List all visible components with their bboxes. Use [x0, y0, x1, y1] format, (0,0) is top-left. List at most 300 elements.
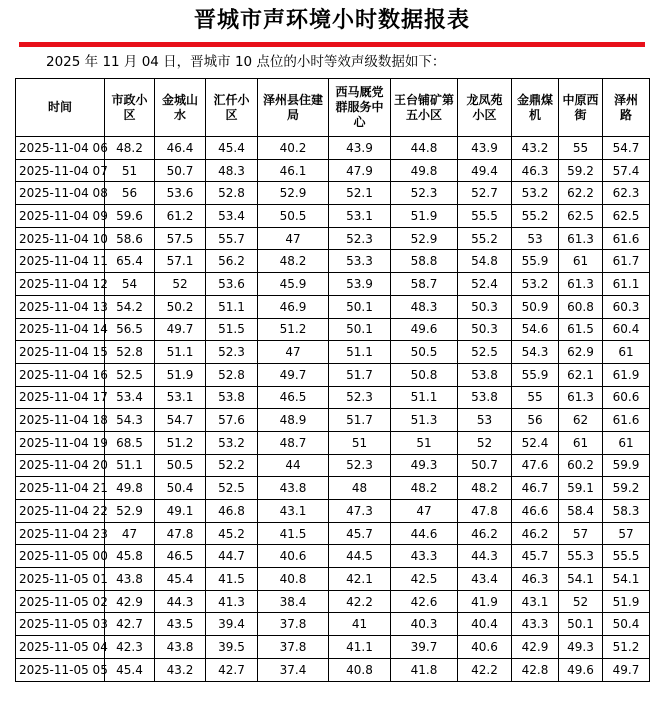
column-header: 王台铺矿第 五小区	[391, 79, 458, 137]
value-cell: 54.7	[603, 137, 650, 160]
value-cell: 50.3	[458, 295, 512, 318]
value-cell: 57	[603, 522, 650, 545]
value-cell: 55.9	[512, 250, 559, 273]
value-cell: 42.9	[105, 590, 155, 613]
value-cell: 49.8	[105, 477, 155, 500]
value-cell: 61.5	[559, 318, 603, 341]
time-cell: 2025-11-04 17	[16, 386, 105, 409]
value-cell: 50.5	[391, 341, 458, 364]
value-cell: 46.1	[258, 159, 329, 182]
value-cell: 53.9	[329, 273, 391, 296]
value-cell: 48	[329, 477, 391, 500]
time-cell: 2025-11-04 21	[16, 477, 105, 500]
value-cell: 43.2	[155, 658, 206, 681]
value-cell: 62	[559, 409, 603, 432]
value-cell: 43.4	[458, 568, 512, 591]
value-cell: 44.3	[155, 590, 206, 613]
value-cell: 59.2	[559, 159, 603, 182]
value-cell: 56.5	[105, 318, 155, 341]
table-row	[16, 636, 650, 659]
value-cell: 50.3	[458, 318, 512, 341]
value-cell: 53.2	[512, 182, 559, 205]
value-cell: 47.3	[329, 500, 391, 523]
value-cell: 59.6	[105, 205, 155, 228]
value-cell: 56.2	[206, 250, 258, 273]
value-cell: 38.4	[258, 590, 329, 613]
value-cell: 42.2	[458, 658, 512, 681]
table-row	[16, 182, 650, 205]
value-cell: 50.4	[603, 613, 650, 636]
value-cell: 51.9	[603, 590, 650, 613]
time-cell: 2025-11-04 06	[16, 137, 105, 160]
value-cell: 58.7	[391, 273, 458, 296]
value-cell: 55.2	[458, 227, 512, 250]
value-cell: 46.3	[512, 568, 559, 591]
value-cell: 54.7	[155, 409, 206, 432]
table-row	[16, 363, 650, 386]
column-header: 泽州县住建 局	[258, 79, 329, 137]
value-cell: 61.2	[155, 205, 206, 228]
value-cell: 43.8	[155, 636, 206, 659]
value-cell: 45.7	[512, 545, 559, 568]
table-row	[16, 500, 650, 523]
value-cell: 39.5	[206, 636, 258, 659]
value-cell: 52.3	[329, 386, 391, 409]
value-cell: 48.2	[105, 137, 155, 160]
value-cell: 56	[512, 409, 559, 432]
value-cell: 51.1	[105, 454, 155, 477]
value-cell: 52.9	[105, 500, 155, 523]
value-cell: 52	[155, 273, 206, 296]
value-cell: 61.3	[559, 386, 603, 409]
value-cell: 42.6	[391, 590, 458, 613]
value-cell: 46.2	[512, 522, 559, 545]
value-cell: 50.1	[559, 613, 603, 636]
value-cell: 43.9	[329, 137, 391, 160]
time-cell: 2025-11-04 08	[16, 182, 105, 205]
value-cell: 43.2	[512, 137, 559, 160]
column-header: 市政小 区	[105, 79, 155, 137]
value-cell: 53.6	[206, 273, 258, 296]
value-cell: 54.6	[512, 318, 559, 341]
value-cell: 54	[105, 273, 155, 296]
value-cell: 42.8	[512, 658, 559, 681]
time-cell: 2025-11-04 07	[16, 159, 105, 182]
value-cell: 49.8	[391, 159, 458, 182]
value-cell: 50.7	[155, 159, 206, 182]
value-cell: 51.2	[155, 431, 206, 454]
value-cell: 47.6	[512, 454, 559, 477]
value-cell: 54.8	[458, 250, 512, 273]
value-cell: 45.4	[105, 658, 155, 681]
value-cell: 45.2	[206, 522, 258, 545]
column-header: 泽州 路	[603, 79, 650, 137]
value-cell: 49.7	[155, 318, 206, 341]
value-cell: 49.6	[559, 658, 603, 681]
value-cell: 51	[105, 159, 155, 182]
value-cell: 52	[559, 590, 603, 613]
value-cell: 49.1	[155, 500, 206, 523]
time-cell: 2025-11-05 02	[16, 590, 105, 613]
value-cell: 60.4	[603, 318, 650, 341]
value-cell: 48.2	[258, 250, 329, 273]
value-cell: 40.2	[258, 137, 329, 160]
value-cell: 53.1	[155, 386, 206, 409]
value-cell: 48.2	[458, 477, 512, 500]
value-cell: 41.1	[329, 636, 391, 659]
table-row	[16, 159, 650, 182]
value-cell: 55.2	[512, 205, 559, 228]
value-cell: 53.4	[105, 386, 155, 409]
table-row	[16, 341, 650, 364]
value-cell: 52.3	[206, 341, 258, 364]
value-cell: 53.3	[329, 250, 391, 273]
value-cell: 42.2	[329, 590, 391, 613]
time-cell: 2025-11-04 16	[16, 363, 105, 386]
column-header: 汇仟小 区	[206, 79, 258, 137]
table-row	[16, 545, 650, 568]
column-header: 西马厩党 群服务中 心	[329, 79, 391, 137]
value-cell: 47	[391, 500, 458, 523]
value-cell: 43.8	[105, 568, 155, 591]
time-cell: 2025-11-04 15	[16, 341, 105, 364]
time-cell: 2025-11-04 13	[16, 295, 105, 318]
time-cell: 2025-11-05 01	[16, 568, 105, 591]
page-title: 晋城市声环境小时数据报表	[193, 7, 470, 33]
value-cell: 61.6	[603, 409, 650, 432]
table-row	[16, 273, 650, 296]
time-cell: 2025-11-05 05	[16, 658, 105, 681]
value-cell: 37.4	[258, 658, 329, 681]
value-cell: 50.1	[329, 295, 391, 318]
value-cell: 55	[559, 137, 603, 160]
value-cell: 52.7	[458, 182, 512, 205]
value-cell: 62.1	[559, 363, 603, 386]
table-row	[16, 137, 650, 160]
value-cell: 50.5	[155, 454, 206, 477]
value-cell: 46.2	[458, 522, 512, 545]
value-cell: 44.6	[391, 522, 458, 545]
value-cell: 53.8	[206, 386, 258, 409]
value-cell: 41	[329, 613, 391, 636]
value-cell: 52.9	[258, 182, 329, 205]
value-cell: 59.2	[603, 477, 650, 500]
value-cell: 52.5	[206, 477, 258, 500]
value-cell: 50.4	[155, 477, 206, 500]
value-cell: 51.2	[258, 318, 329, 341]
value-cell: 37.8	[258, 613, 329, 636]
value-cell: 61	[559, 250, 603, 273]
table-header-row	[16, 79, 650, 137]
table-row	[16, 250, 650, 273]
value-cell: 57.1	[155, 250, 206, 273]
value-cell: 53	[458, 409, 512, 432]
value-cell: 46.3	[512, 159, 559, 182]
time-cell: 2025-11-04 09	[16, 205, 105, 228]
time-cell: 2025-11-04 18	[16, 409, 105, 432]
value-cell: 49.6	[391, 318, 458, 341]
value-cell: 52.4	[512, 431, 559, 454]
value-cell: 40.3	[391, 613, 458, 636]
value-cell: 49.3	[559, 636, 603, 659]
time-cell: 2025-11-04 23	[16, 522, 105, 545]
value-cell: 50.9	[512, 295, 559, 318]
value-cell: 65.4	[105, 250, 155, 273]
value-cell: 51.3	[391, 409, 458, 432]
value-cell: 61.3	[559, 227, 603, 250]
value-cell: 43.5	[155, 613, 206, 636]
value-cell: 44	[258, 454, 329, 477]
value-cell: 47	[258, 227, 329, 250]
value-cell: 51	[329, 431, 391, 454]
value-cell: 60.2	[559, 454, 603, 477]
value-cell: 53.2	[206, 431, 258, 454]
value-cell: 51.5	[206, 318, 258, 341]
value-cell: 45.9	[258, 273, 329, 296]
value-cell: 55.9	[512, 363, 559, 386]
value-cell: 52.3	[329, 227, 391, 250]
noise-data-table	[15, 78, 650, 682]
value-cell: 46.7	[512, 477, 559, 500]
value-cell: 45.4	[155, 568, 206, 591]
value-cell: 59.1	[559, 477, 603, 500]
value-cell: 52.3	[329, 454, 391, 477]
value-cell: 55.5	[603, 545, 650, 568]
value-cell: 53.2	[512, 273, 559, 296]
value-cell: 50.5	[258, 205, 329, 228]
value-cell: 41.9	[458, 590, 512, 613]
value-cell: 48.2	[391, 477, 458, 500]
column-header: 金城山 水	[155, 79, 206, 137]
value-cell: 47	[258, 341, 329, 364]
value-cell: 52.3	[391, 182, 458, 205]
value-cell: 45.7	[329, 522, 391, 545]
value-cell: 43.3	[391, 545, 458, 568]
value-cell: 52.1	[329, 182, 391, 205]
value-cell: 39.4	[206, 613, 258, 636]
value-cell: 55.3	[559, 545, 603, 568]
table-row	[16, 658, 650, 681]
value-cell: 61	[603, 431, 650, 454]
value-cell: 52.5	[105, 363, 155, 386]
value-cell: 43.1	[512, 590, 559, 613]
value-cell: 61	[603, 341, 650, 364]
time-cell: 2025-11-05 00	[16, 545, 105, 568]
value-cell: 51.9	[391, 205, 458, 228]
value-cell: 48.9	[258, 409, 329, 432]
value-cell: 45.8	[105, 545, 155, 568]
value-cell: 52.9	[391, 227, 458, 250]
table-row	[16, 318, 650, 341]
table-row	[16, 590, 650, 613]
value-cell: 45.4	[206, 137, 258, 160]
value-cell: 42.5	[391, 568, 458, 591]
value-cell: 52.8	[206, 182, 258, 205]
value-cell: 62.9	[559, 341, 603, 364]
value-cell: 48.7	[258, 431, 329, 454]
value-cell: 61.6	[603, 227, 650, 250]
value-cell: 48.3	[391, 295, 458, 318]
column-header: 金鼎煤 机	[512, 79, 559, 137]
value-cell: 42.3	[105, 636, 155, 659]
value-cell: 61	[559, 431, 603, 454]
value-cell: 43.9	[458, 137, 512, 160]
value-cell: 42.9	[512, 636, 559, 659]
time-cell: 2025-11-04 10	[16, 227, 105, 250]
table-row	[16, 205, 650, 228]
value-cell: 39.7	[391, 636, 458, 659]
value-cell: 51.1	[206, 295, 258, 318]
table-row	[16, 568, 650, 591]
value-cell: 51.1	[329, 341, 391, 364]
value-cell: 68.5	[105, 431, 155, 454]
value-cell: 53.1	[329, 205, 391, 228]
time-cell: 2025-11-04 14	[16, 318, 105, 341]
value-cell: 52	[458, 431, 512, 454]
value-cell: 57.6	[206, 409, 258, 432]
value-cell: 58.8	[391, 250, 458, 273]
value-cell: 56	[105, 182, 155, 205]
value-cell: 44.7	[206, 545, 258, 568]
value-cell: 53.8	[458, 386, 512, 409]
value-cell: 55	[512, 386, 559, 409]
column-header: 中原西 街	[559, 79, 603, 137]
value-cell: 41.8	[391, 658, 458, 681]
value-cell: 52.4	[458, 273, 512, 296]
time-cell: 2025-11-04 19	[16, 431, 105, 454]
value-cell: 54.3	[105, 409, 155, 432]
value-cell: 51.1	[391, 386, 458, 409]
table-row	[16, 454, 650, 477]
value-cell: 58.4	[559, 500, 603, 523]
value-cell: 43.8	[258, 477, 329, 500]
value-cell: 44.8	[391, 137, 458, 160]
value-cell: 54.3	[512, 341, 559, 364]
table-row	[16, 613, 650, 636]
value-cell: 49.3	[391, 454, 458, 477]
table-row	[16, 227, 650, 250]
time-cell: 2025-11-04 11	[16, 250, 105, 273]
value-cell: 49.7	[258, 363, 329, 386]
table-row	[16, 386, 650, 409]
value-cell: 53	[512, 227, 559, 250]
value-cell: 51.7	[329, 363, 391, 386]
time-cell: 2025-11-04 20	[16, 454, 105, 477]
value-cell: 46.9	[258, 295, 329, 318]
value-cell: 42.1	[329, 568, 391, 591]
value-cell: 40.8	[329, 658, 391, 681]
value-cell: 52.5	[458, 341, 512, 364]
value-cell: 43.1	[258, 500, 329, 523]
value-cell: 51.7	[329, 409, 391, 432]
time-cell: 2025-11-05 04	[16, 636, 105, 659]
value-cell: 47.8	[155, 522, 206, 545]
table-row	[16, 431, 650, 454]
value-cell: 58.3	[603, 500, 650, 523]
value-cell: 47.8	[458, 500, 512, 523]
value-cell: 46.5	[258, 386, 329, 409]
value-cell: 62.3	[603, 182, 650, 205]
value-cell: 51.1	[155, 341, 206, 364]
value-cell: 62.5	[559, 205, 603, 228]
value-cell: 60.3	[603, 295, 650, 318]
table-row	[16, 522, 650, 545]
value-cell: 53.6	[155, 182, 206, 205]
value-cell: 49.4	[458, 159, 512, 182]
time-cell: 2025-11-05 03	[16, 613, 105, 636]
value-cell: 43.3	[512, 613, 559, 636]
value-cell: 46.8	[206, 500, 258, 523]
value-cell: 54.1	[559, 568, 603, 591]
value-cell: 44.5	[329, 545, 391, 568]
table-row	[16, 477, 650, 500]
value-cell: 40.8	[258, 568, 329, 591]
value-cell: 41.5	[258, 522, 329, 545]
table-row	[16, 409, 650, 432]
value-cell: 60.8	[559, 295, 603, 318]
value-cell: 53.4	[206, 205, 258, 228]
value-cell: 42.7	[206, 658, 258, 681]
value-cell: 57.4	[603, 159, 650, 182]
value-cell: 48.3	[206, 159, 258, 182]
column-header: 时间	[16, 79, 105, 137]
value-cell: 40.6	[258, 545, 329, 568]
value-cell: 54.2	[105, 295, 155, 318]
value-cell: 61.9	[603, 363, 650, 386]
value-cell: 40.6	[458, 636, 512, 659]
value-cell: 54.1	[603, 568, 650, 591]
value-cell: 55.7	[206, 227, 258, 250]
value-cell: 62.5	[603, 205, 650, 228]
value-cell: 50.1	[329, 318, 391, 341]
value-cell: 51.9	[155, 363, 206, 386]
value-cell: 53.8	[458, 363, 512, 386]
value-cell: 51.2	[603, 636, 650, 659]
value-cell: 40.4	[458, 613, 512, 636]
value-cell: 50.2	[155, 295, 206, 318]
value-cell: 61.1	[603, 273, 650, 296]
time-cell: 2025-11-04 12	[16, 273, 105, 296]
title-divider	[19, 42, 645, 47]
value-cell: 47	[105, 522, 155, 545]
value-cell: 61.3	[559, 273, 603, 296]
value-cell: 42.7	[105, 613, 155, 636]
value-cell: 61.7	[603, 250, 650, 273]
table-row	[16, 295, 650, 318]
value-cell: 46.4	[155, 137, 206, 160]
value-cell: 50.7	[458, 454, 512, 477]
value-cell: 47.9	[329, 159, 391, 182]
value-cell: 58.6	[105, 227, 155, 250]
value-cell: 57	[559, 522, 603, 545]
value-cell: 51	[391, 431, 458, 454]
value-cell: 60.6	[603, 386, 650, 409]
value-cell: 59.9	[603, 454, 650, 477]
value-cell: 49.7	[603, 658, 650, 681]
value-cell: 46.5	[155, 545, 206, 568]
value-cell: 50.8	[391, 363, 458, 386]
value-cell: 41.3	[206, 590, 258, 613]
value-cell: 57.5	[155, 227, 206, 250]
value-cell: 55.5	[458, 205, 512, 228]
value-cell: 41.5	[206, 568, 258, 591]
value-cell: 52.2	[206, 454, 258, 477]
time-cell: 2025-11-04 22	[16, 500, 105, 523]
value-cell: 46.6	[512, 500, 559, 523]
report-subtitle: 2025 年 11 月 04 日，晋城市 10 点位的小时等效声级数据如下：	[46, 54, 446, 70]
value-cell: 37.8	[258, 636, 329, 659]
column-header: 龙凤苑 小区	[458, 79, 512, 137]
